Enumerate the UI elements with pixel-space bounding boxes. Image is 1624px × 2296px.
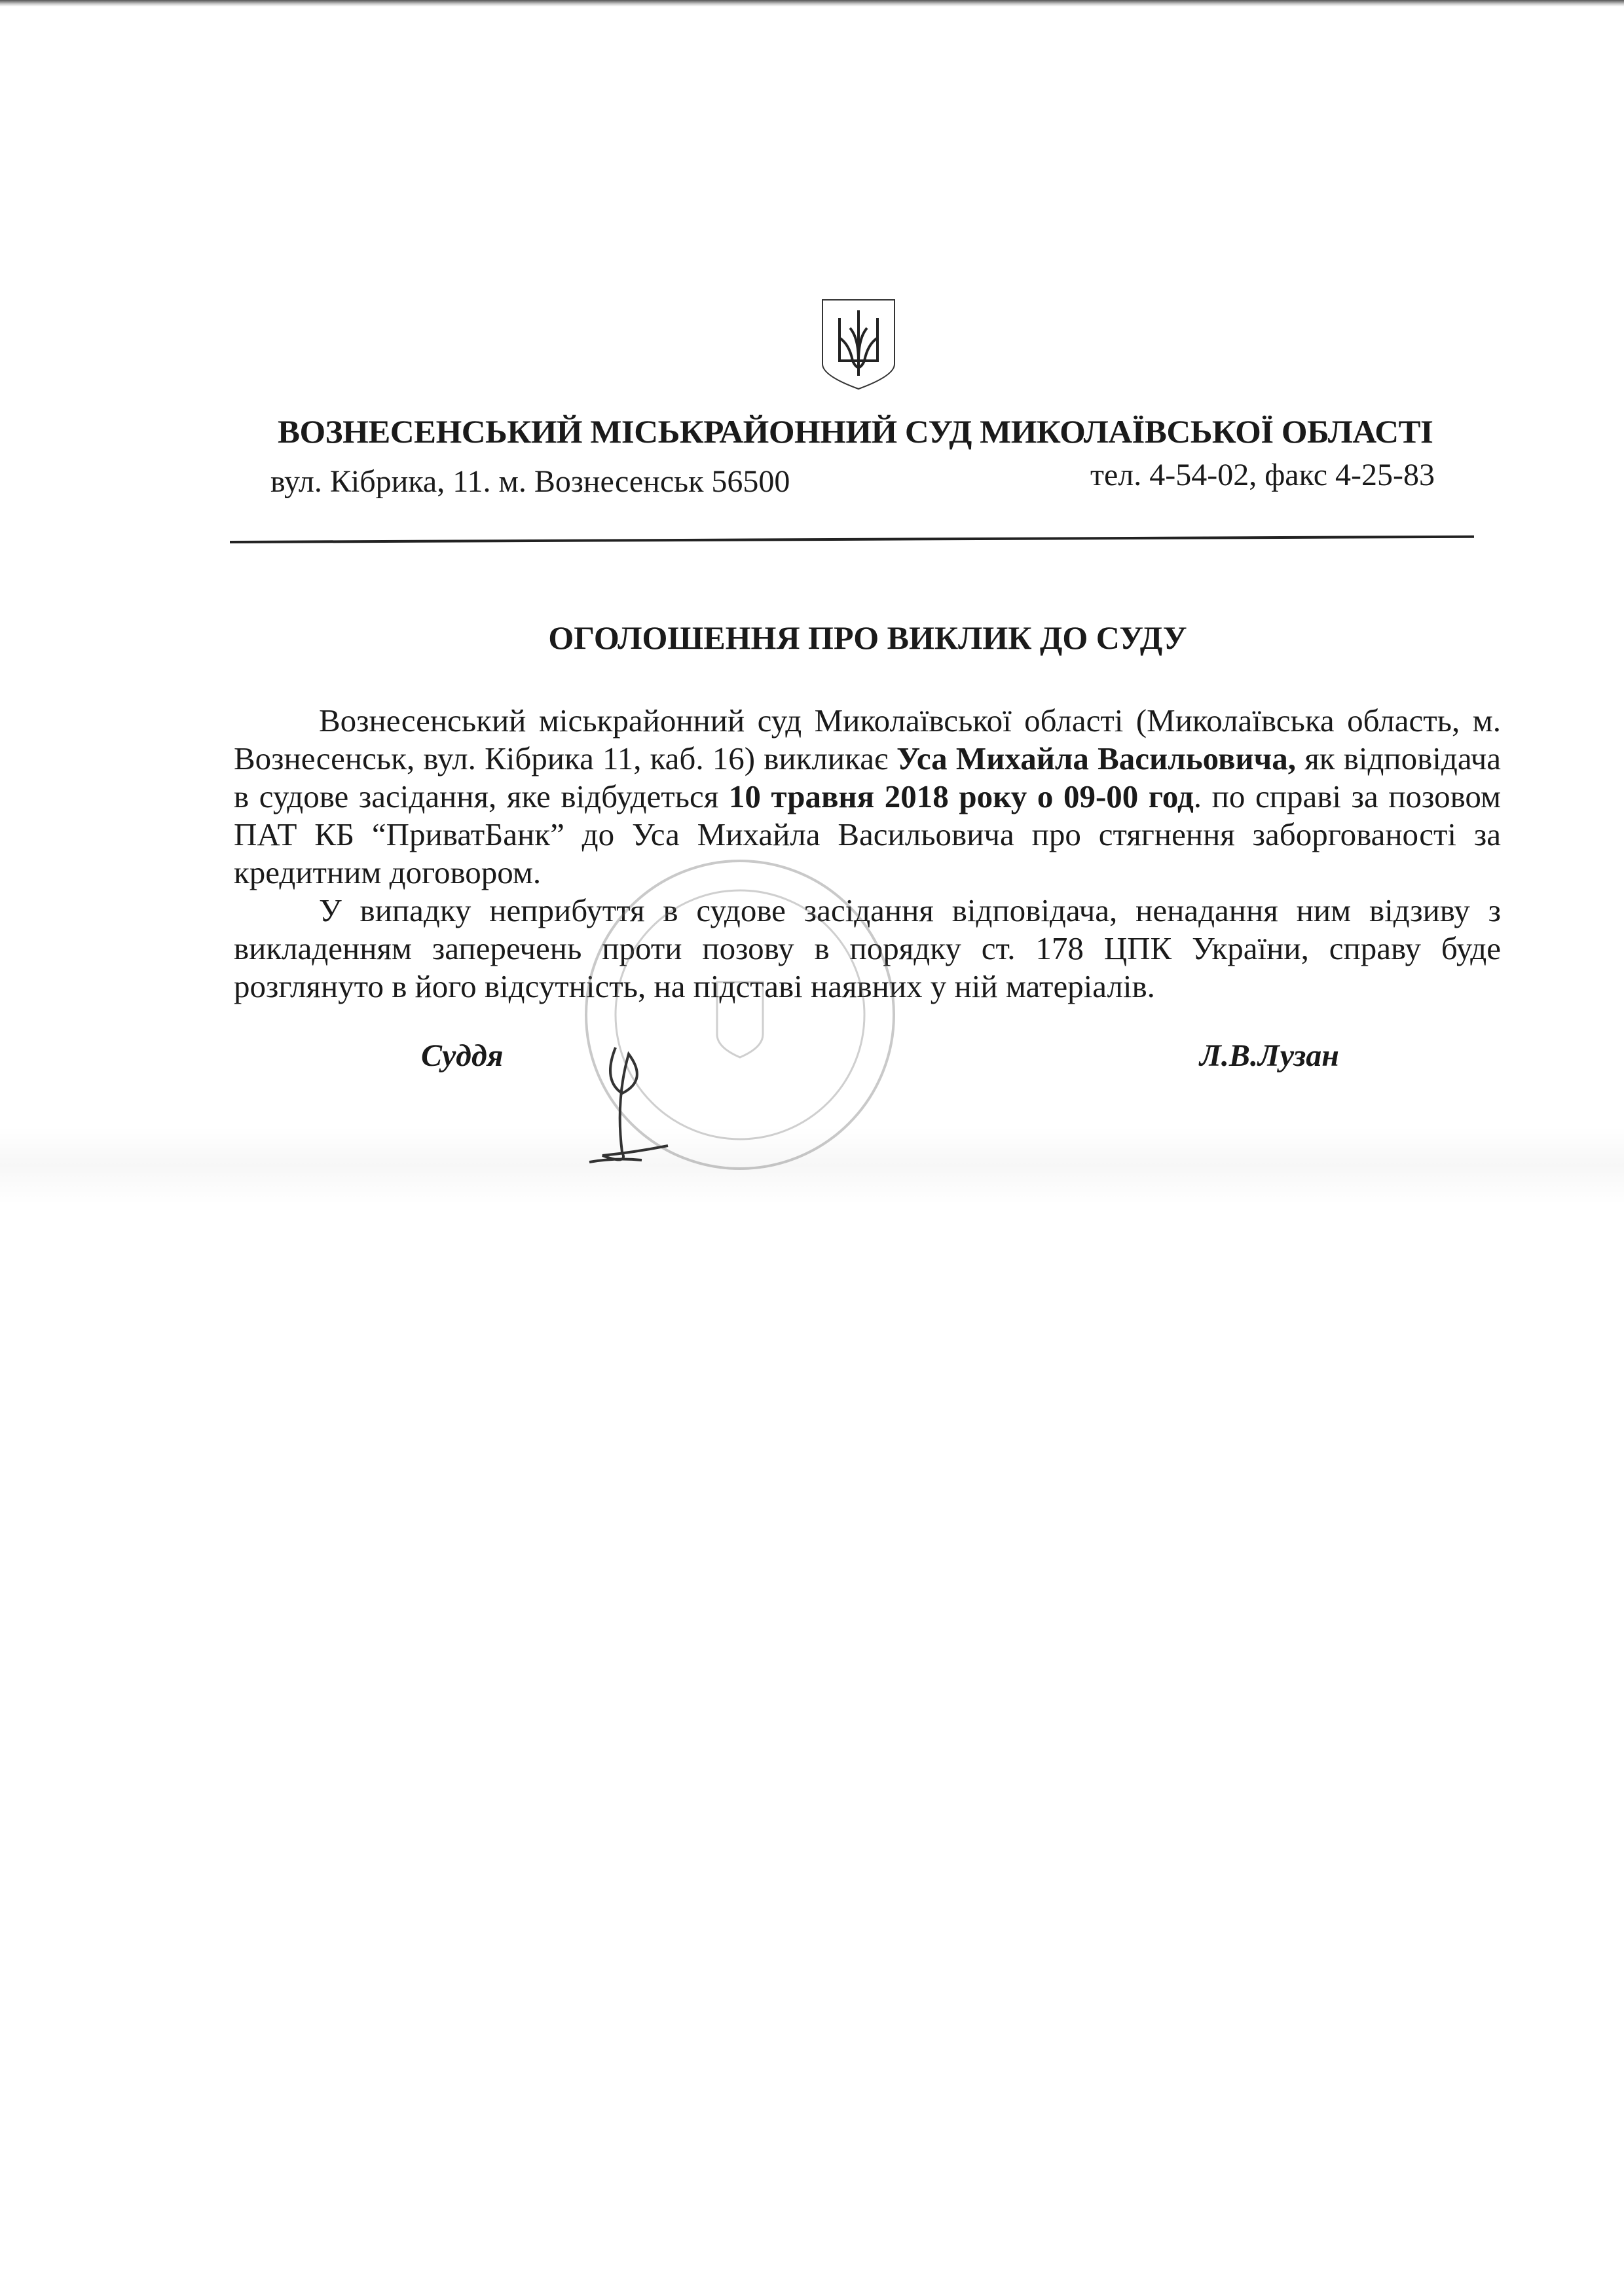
scan-top-edge xyxy=(0,0,1624,7)
scan-smudge xyxy=(0,1126,1624,1205)
text: . по справі за позовом ПАТ КБ “ПриватБанк” до Уса Михайла Васильовича про стягнення заборгованості за кредитним договором. xyxy=(234,778,1501,890)
text: як відповідача в судове засідання, яке відбудеться xyxy=(234,740,1501,814)
court-name: ВОЗНЕСЕНСЬКИЙ МІСЬКРАЙОННИЙ СУД МИКОЛАЇВСЬКОЇ ОБЛАСТІ xyxy=(278,413,1433,450)
court-contacts: тел. 4-54-02, факс 4-25-83 xyxy=(1090,458,1435,492)
hearing-date: 10 травня 2018 року о 09-00 год xyxy=(728,778,1194,814)
defendant-name: Уса Михайла Васильовича, xyxy=(896,740,1297,776)
judge-name: Л.В.Лузан xyxy=(1200,1038,1339,1073)
paragraph-consequences: У випадку неприбуття в судове засідання відповідача, ненадання ним відзиву з викладенням заперечень проти позову в порядку ст. 178 ЦПК України, справу буде розглянуто в його відсутність, на підставі наявних у ній матеріалів. xyxy=(234,892,1501,1004)
notice-title: ОГОЛОШЕННЯ ПРО ВИКЛИК ДО СУДУ xyxy=(548,619,1187,656)
court-address: вул. Кібрика, 11. м. Вознесенськ 56500 xyxy=(270,464,790,499)
signature-role: Суддя xyxy=(421,1038,504,1073)
trident-coat-of-arms-icon xyxy=(820,299,897,390)
text: Вознесенський міськрайонний суд Миколаївської області (Миколаївська область, м. Вознесенськ, вул. Кібрика 11, каб. 16) викликає xyxy=(234,702,1501,776)
letterhead-divider xyxy=(230,536,1474,543)
